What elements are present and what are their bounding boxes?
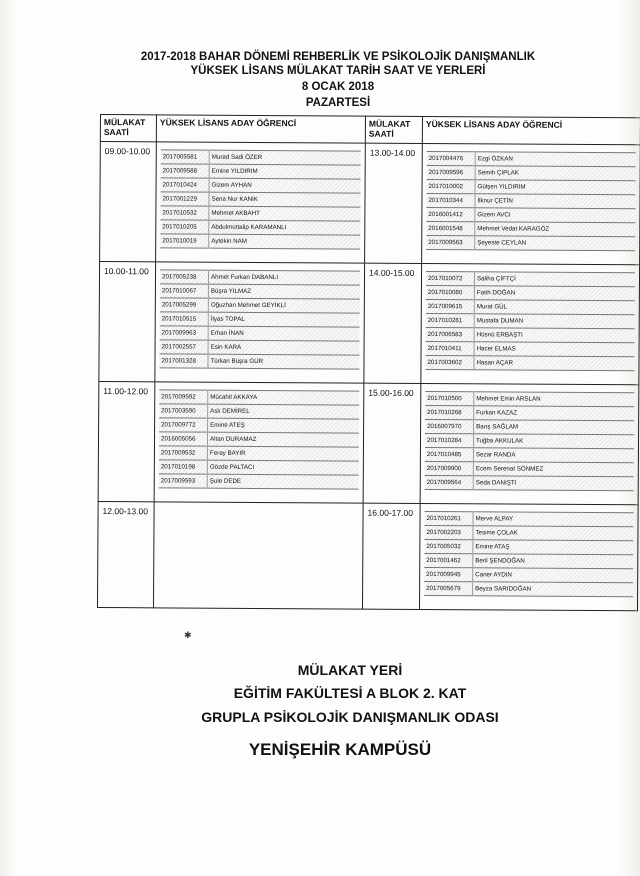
slot-candidates	[421, 263, 640, 384]
student-number: 2017010198	[159, 460, 208, 474]
student-name: Erhan İNAN	[210, 329, 244, 337]
time-header-label: MÜLAKAT	[103, 117, 146, 128]
candidate-row	[424, 511, 633, 526]
slot-time: 09.00-10.00	[100, 142, 157, 262]
candidate-row	[159, 446, 359, 461]
student-number: 2017009563	[426, 235, 475, 249]
candidate-row	[160, 298, 360, 313]
student-number: 2017010261	[424, 511, 473, 525]
candidate-row	[425, 355, 634, 370]
candidate-row	[425, 475, 634, 490]
student-name: Caner AYDIN	[475, 571, 512, 579]
time-header-right	[365, 116, 422, 143]
student-name: Sena Nur KANIK	[211, 195, 258, 203]
student-name: Fatih DOĞAN	[476, 289, 516, 297]
student-number: 2017001328	[159, 354, 208, 368]
student-name: Sezar RANDA	[475, 451, 516, 459]
candidate-row	[424, 581, 633, 596]
student-name: İlyas TOPAL	[210, 315, 245, 323]
candidate-list	[424, 511, 634, 597]
schedule-row	[98, 381, 639, 504]
student-name: Şeyeste CEYLAN	[477, 239, 527, 247]
student-number: 2017009963	[160, 326, 209, 340]
student-name: Semih ÇIPLAK	[477, 169, 519, 177]
schedule-row	[99, 262, 640, 385]
student-name: Şule DEDE	[209, 477, 242, 485]
student-number: 2017010080	[426, 285, 475, 299]
student-number: 2017009596	[427, 165, 476, 179]
student-number: 2017005581	[161, 150, 210, 164]
student-name: Saliha ÇİFTÇİ	[476, 275, 516, 283]
schedule-row	[100, 142, 640, 265]
student-number: 2017009564	[425, 475, 474, 489]
student-number: 2017009945	[424, 567, 473, 581]
candidate-list	[160, 149, 361, 249]
location-building: EĞİTİM FAKÜLTESİ A BLOK 2. KAT	[233, 685, 467, 701]
candidate-row	[425, 461, 634, 476]
schedule-body	[97, 142, 640, 611]
student-number: 2017005238	[160, 270, 209, 284]
candidate-row	[426, 341, 635, 356]
student-number: 2017009615	[426, 299, 475, 313]
time-header-label: MÜLAKAT	[368, 118, 411, 129]
slot-candidates	[154, 382, 364, 503]
slot-time: 16.00-17.00	[362, 503, 420, 609]
candidate-row	[424, 539, 633, 554]
student-name: Oğuzhan Mehmet GEYİKLİ	[210, 301, 286, 310]
student-name: Emine ATAŞ	[475, 543, 510, 551]
slot-candidates	[155, 262, 365, 383]
student-name: Beyza SARIDOĞAN	[475, 585, 532, 593]
student-name: Seda DANIŞTI	[475, 479, 517, 487]
schedule-table	[97, 114, 640, 611]
candidate-row	[426, 327, 635, 342]
student-name: Ecem Serenat SÖNMEZ	[475, 465, 544, 473]
student-name: İlknur ÇETİN	[477, 197, 513, 205]
student-number: 2017010281	[426, 313, 475, 327]
candidate-row	[425, 419, 634, 434]
candidate-row	[160, 326, 360, 341]
location-title: MÜLAKAT YERİ	[297, 662, 403, 678]
student-number: 2017010532	[160, 206, 209, 220]
candidate-row	[427, 179, 636, 194]
candidate-row	[425, 447, 634, 462]
student-number: 2016005056	[159, 432, 208, 446]
candidate-header-left: YÜKSEK LİSANS ADAY ÖĞRENCİ	[156, 115, 365, 143]
student-name: Beril ŞENDOĞAN	[475, 557, 525, 565]
location-room: GRUPLA PSİKOLOJİK DANIŞMANLIK ODASI	[201, 709, 499, 725]
candidate-row	[424, 553, 633, 568]
student-name: Merve ALPAY	[475, 515, 514, 523]
student-name: Hacer ELMAS	[476, 345, 516, 353]
candidate-list	[425, 391, 635, 491]
title-line-1: 2017-2018 BAHAR DÖNEMİ REHBERLİK VE PSİKOLOJİK DANIŞMANLIK	[140, 51, 536, 63]
candidate-row	[424, 525, 633, 540]
candidate-row	[159, 354, 359, 369]
slot-candidates	[419, 503, 638, 610]
student-number: 2017004476	[427, 151, 476, 165]
student-name: Mehmet AKBAHT	[211, 209, 260, 217]
slot-time: 10.00-11.00	[99, 262, 156, 382]
student-number: 2017010205	[160, 220, 209, 234]
candidate-row	[160, 340, 360, 355]
candidate-row	[426, 313, 635, 328]
candidate-row	[160, 312, 360, 327]
candidate-row	[426, 207, 635, 222]
candidate-row	[425, 433, 634, 448]
student-number: 2017002557	[160, 340, 209, 354]
candidate-row	[160, 220, 360, 235]
student-name: Altan DURAMAZ	[209, 435, 257, 443]
student-name: Aslı DEMİREL	[210, 407, 250, 415]
slot-time: 12.00-13.00	[97, 501, 154, 607]
slot-time: 11.00-12.00	[98, 381, 155, 501]
student-number: 2017001229	[160, 192, 209, 206]
student-number: 2016007970	[425, 419, 474, 433]
student-name: Gizem AYHAN	[211, 181, 252, 189]
student-number: 2017010485	[425, 447, 474, 461]
day-line: PAZARTESİ	[305, 97, 371, 109]
slot-candidates	[153, 502, 363, 609]
student-number: 2017010424	[161, 178, 210, 192]
candidate-row	[425, 391, 634, 406]
candidate-list	[425, 271, 635, 371]
student-number: 2017002203	[424, 525, 473, 539]
student-name: Murad Sadi ÖZER	[211, 153, 263, 161]
candidate-row	[425, 405, 634, 420]
student-number: 2017010411	[426, 341, 475, 355]
candidate-row	[159, 404, 359, 419]
time-header-sublabel: SAATİ	[368, 128, 394, 139]
candidate-row	[426, 271, 635, 286]
student-name: Ezgi ÖZKAN	[477, 155, 513, 163]
student-name: Furkan KAZAZ	[476, 409, 518, 417]
student-name: Gülşen YILDIRIM	[477, 183, 526, 191]
student-name: Feray BAYIR	[209, 449, 246, 457]
student-name: Mustafa DUMAN	[476, 317, 524, 325]
student-number: 2017010268	[425, 405, 474, 419]
candidate-row	[159, 460, 359, 475]
student-name: Tuğba AKKULAK	[475, 437, 524, 445]
student-number: 2017009592	[159, 390, 208, 404]
candidate-row	[426, 285, 635, 300]
student-name: Emine YILDIRIM	[211, 167, 258, 175]
candidate-row	[160, 284, 360, 299]
student-number: 2017010500	[425, 391, 474, 405]
candidate-list	[159, 269, 360, 369]
student-name: Gözde PALTACI	[209, 463, 255, 471]
student-number: 2017009900	[425, 461, 474, 475]
student-number: 2017010515	[160, 312, 209, 326]
candidate-row	[159, 432, 359, 447]
student-number: 2017010344	[426, 193, 475, 207]
candidate-row	[426, 221, 635, 236]
student-name: Hüsnü ERBAŞTI	[476, 331, 523, 339]
student-number: 2017005679	[424, 581, 473, 595]
student-name: Hasan AÇAR	[476, 359, 513, 367]
student-number: 2017005032	[424, 539, 473, 553]
candidate-row	[159, 474, 359, 489]
candidate-row	[427, 151, 636, 166]
student-name: Gizem AVCI	[477, 211, 511, 219]
student-name: Büşra YILMAZ	[210, 287, 252, 295]
scan-mark-icon: ✱	[184, 630, 192, 640]
student-number: 2017010284	[425, 433, 474, 447]
student-name: Murat GÜL	[476, 303, 508, 311]
candidate-row	[160, 270, 360, 285]
schedule-row	[97, 501, 638, 610]
student-number: 2017009588	[161, 164, 210, 178]
student-number: 2017009772	[159, 418, 208, 432]
schedule-header-row	[100, 115, 640, 145]
time-header-left	[100, 115, 156, 142]
slot-time: 13.00-14.00	[365, 143, 423, 263]
student-number: 2017010067	[160, 284, 209, 298]
student-number: 2017005299	[160, 298, 209, 312]
student-name: Mehmet Vedat KARAGÖZ	[477, 225, 550, 233]
candidate-row	[160, 234, 360, 249]
slot-candidates	[420, 383, 639, 504]
student-name: Esin KARA	[210, 343, 242, 351]
student-number: 2017010019	[160, 234, 209, 248]
student-name: Abdulmuttalip KARAMANLI	[211, 223, 287, 232]
student-number: 2017001462	[424, 553, 473, 567]
student-number: 2017010072	[426, 271, 475, 285]
location-campus: YENİŞEHİR KAMPÜSÜ	[248, 740, 432, 759]
student-number: 2017003590	[159, 404, 208, 418]
candidate-row	[161, 150, 361, 165]
student-number: 2016001412	[426, 207, 475, 221]
student-name: Emine ATEŞ	[210, 421, 245, 429]
slot-candidates	[156, 142, 366, 263]
slot-time: 14.00-15.00	[364, 263, 422, 383]
slot-candidates	[422, 143, 640, 264]
student-number: 2017006583	[426, 327, 475, 341]
student-name: Tesime ÇOLAK	[475, 529, 518, 537]
candidate-row	[159, 390, 359, 405]
candidate-row	[426, 193, 635, 208]
student-name: Türkan Büşra GÜR	[210, 357, 264, 366]
title-line-2: YÜKSEK LİSANS MÜLAKAT TARİH SAAT VE YERLERİ	[190, 65, 486, 77]
date-line: 8 OCAK 2018	[301, 81, 375, 93]
student-name: Mücahit AKKAYA	[210, 393, 258, 401]
candidate-row	[426, 299, 635, 314]
candidate-row	[160, 192, 360, 207]
candidate-row	[161, 178, 361, 193]
candidate-row	[426, 235, 635, 250]
candidate-header-right: YÜKSEK LİSANS ADAY ÖĞRENCİ	[422, 116, 640, 144]
student-name: Aytekin NAM	[211, 237, 247, 245]
student-name: Barış SAĞLAM	[476, 423, 519, 431]
candidate-row	[160, 206, 360, 221]
student-number: 2017003602	[425, 355, 474, 369]
candidate-row	[427, 165, 636, 180]
student-number: 2016001548	[426, 221, 475, 235]
time-header-sublabel: SAATİ	[103, 127, 129, 138]
candidate-row	[424, 567, 633, 582]
student-name: Ahmet Furkan DABANLI	[210, 273, 279, 282]
slot-time: 15.00-16.00	[363, 383, 421, 503]
candidate-row	[161, 164, 361, 179]
candidate-list	[159, 389, 360, 489]
student-number: 2017010002	[427, 179, 476, 193]
candidate-list	[426, 151, 636, 251]
student-number: 2017009593	[159, 474, 208, 488]
student-name: Mehmet Emin ARSLAN	[476, 395, 541, 403]
candidate-row	[159, 418, 359, 433]
student-number: 2017009532	[159, 446, 208, 460]
